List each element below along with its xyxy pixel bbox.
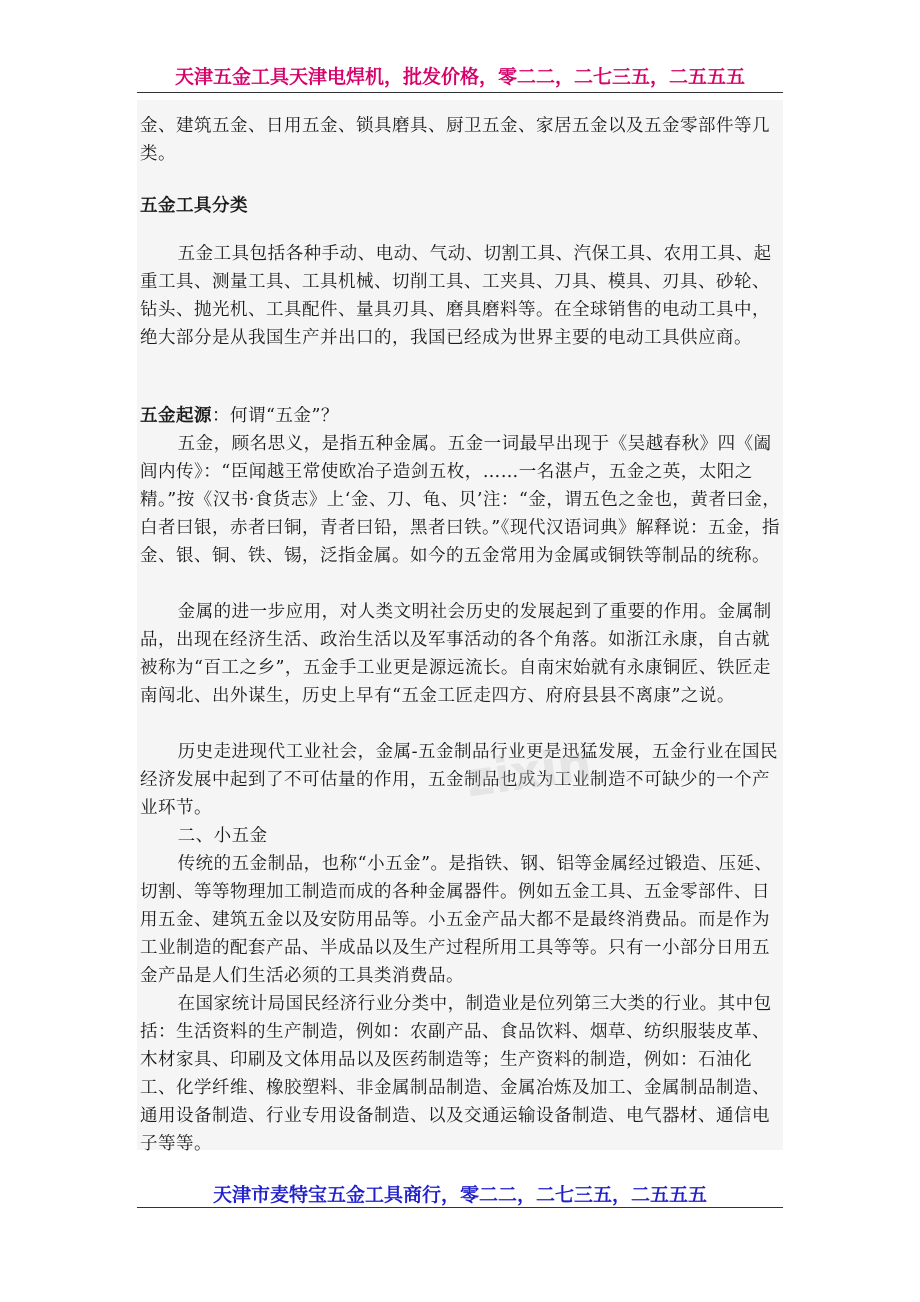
section-heading-origin	[140, 402, 782, 430]
paragraph-origin: 五金，顾名思义，是指五种金属。五金一词最早出现于《吴越春秋》四《阖闾内传》：“臣闻越王常使欧冶子造剑五枚，……一名湛卢，五金之英，太阳之精。”按《汉书·食货志》上‘金、刀、龟、贝’注：“金，谓五色之金也，黄者曰金，白者曰银，赤者曰铜，青者曰铅，黑者曰铁。”《现代汉语词典》解释说：五金，指金、银、铜、铁、锡，泛指金属。如今的五金常用为金属或铜铁等制品的统称。	[140, 434, 781, 566]
paragraph-tool-categories: 五金工具包括各种手动、电动、气动、切割工具、汽保工具、农用工具、起重工具、测量工具、工具机械、切削工具、工夹具、刀具、模具、刃具、砂轮、钻头、抛光机、工具配件、量具刃具、磨具磨料等。在全球销售的电动工具中，绝大部分是从我国生产并出口的，我国已经成为世界主要的电动工具供应商。	[140, 244, 772, 348]
footer-divider	[137, 1207, 783, 1208]
document-body	[137, 100, 783, 1154]
page-header-title: 天津五金工具天津电焊机，批发价格，零二二，二七三五，二五五五	[174, 66, 745, 88]
origin-heading-rest: ：何谓“五金”？	[212, 406, 339, 426]
origin-heading-bold: 五金起源	[140, 406, 212, 426]
watermark-logo: zixin	[462, 735, 596, 809]
subheading-small-hardware: 二、小五金	[177, 826, 268, 846]
paragraph-intro: 金、建筑五金、日用五金、锁具磨具、厨卫五金、家居五金以及五金零部件等几类。	[140, 116, 770, 164]
section-heading-tool-categories: 五金工具分类	[140, 196, 248, 216]
page-footer-title: 天津市麦特宝五金工具商行，零二二，二七三五，二五五五	[212, 1184, 707, 1206]
header-divider	[137, 92, 783, 93]
paragraph-modern-industry: 历史走进现代工业社会，金属-五金制品行业更是迅猛发展，五金行业在国民经济发展中起到了不可估量的作用，五金制品也成为工业制造不可缺少的一个产业环节。	[140, 742, 779, 818]
paragraph-small-hardware: 传统的五金制品，也称“小五金”。是指铁、钢、铝等金属经过锻造、压延、切割、等等物理加工制造而成的各种金属器件。例如五金工具、五金零部件、日用五金、建筑五金以及安防用品等。小五金产品大都不是最终消费品。而是作为工业制造的配套产品、半成品以及生产过程所用工具等等。只有一小部分日用五金产品是人们生活必须的工具类消费品。	[140, 854, 773, 986]
paragraph-industry-classification: 在国家统计局国民经济行业分类中，制造业是位列第三大类的行业。其中包括：生活资料的生产制造，例如：农副产品、食品饮料、烟草、纺织服装皮革、木材家具、印刷及文体用品以及医药制造等；生产资料的制造，例如：石油化工、化学纤维、橡胶塑料、非金属制品制造、金属冶炼及加工、金属制品制造、通用设备制造、行业专用设备制造、以及交通运输设备制造、电气器材、通信电子等等。	[140, 994, 772, 1154]
paragraph-metal-application: 金属的进一步应用，对人类文明社会历史的发展起到了重要的作用。金属制品，出现在经济生活、政治生活以及军事活动的各个角落。如浙江永康，自古就被称为“百工之乡”，五金手工业更是源远流长。自南宋始就有永康铜匠、铁匠走南闯北、出外谋生，历史上早有“五金工匠走四方、府府县县不离康”之说。	[140, 602, 772, 706]
